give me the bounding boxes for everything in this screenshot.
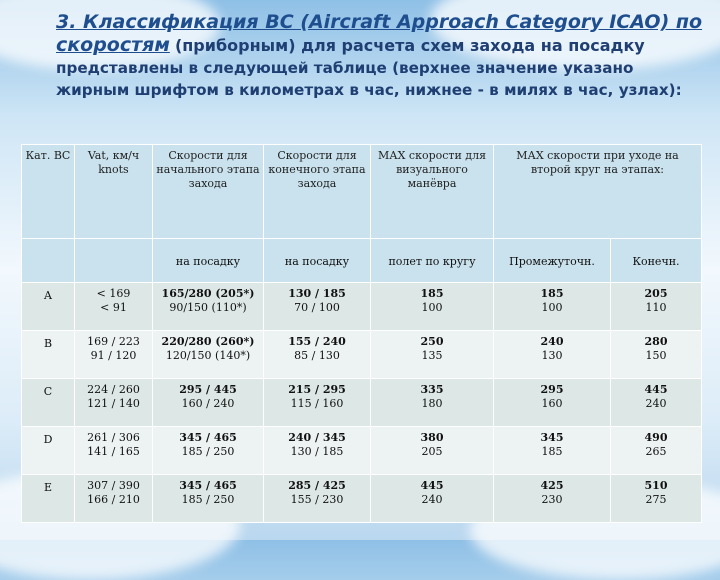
final-kmh: 240 / 345	[288, 431, 346, 444]
final-cell	[264, 475, 371, 523]
initial-cell	[153, 475, 264, 523]
final-missed-cell	[611, 427, 702, 475]
final-kmh: 155 / 240	[288, 335, 346, 348]
visual-cell	[371, 475, 494, 523]
intermediate-cell	[494, 283, 611, 331]
initial-knots: 120/150 (140*)	[165, 349, 251, 362]
initial-kmh: 220/280 (260*)	[161, 335, 255, 348]
final-knots: 115 / 160	[290, 397, 344, 410]
final-knots: 130 / 185	[290, 445, 344, 458]
vat-cell	[75, 427, 153, 475]
final-cell	[264, 427, 371, 475]
initial-knots: 185 / 250	[181, 493, 235, 506]
intermediate-knots: 185	[541, 445, 563, 458]
initial-cell	[153, 427, 264, 475]
intermediate-cell	[494, 379, 611, 427]
initial-kmh: 165/280 (205*)	[161, 287, 255, 300]
visual-cell	[371, 379, 494, 427]
initial-kmh: 345 / 465	[179, 479, 237, 492]
heading-line-2: представлены в следующей таблице (верхнее значение указано	[56, 59, 634, 77]
vat-kmh: < 169	[96, 287, 131, 300]
visual-kmh: 250	[420, 335, 444, 348]
initial-cell	[153, 283, 264, 331]
heading-title: 3. Классификация ВС (Aircraft Approach Category ICAO) по скоростям	[56, 11, 703, 56]
category-cell: A	[22, 283, 75, 331]
vat-cell	[75, 379, 153, 427]
visual-knots: 205	[421, 445, 443, 458]
heading-line-3: жирным шрифтом в километрах в час, нижнее - в милях в час, узлах):	[56, 81, 682, 99]
table-row	[22, 427, 702, 475]
initial-knots: 160 / 240	[181, 397, 235, 410]
intermediate-kmh: 345	[540, 431, 564, 444]
final-missed-knots: 240	[645, 397, 667, 410]
final-missed-cell	[611, 283, 702, 331]
final-kmh: 285 / 425	[288, 479, 346, 492]
vat-cell	[75, 331, 153, 379]
header-missed-approach: МАХ скорости при уходе на второй круг на этапах:	[494, 145, 702, 239]
final-cell	[264, 331, 371, 379]
visual-knots: 135	[421, 349, 443, 362]
final-knots: 155 / 230	[290, 493, 344, 506]
visual-knots: 180	[421, 397, 443, 410]
category-cell: D	[22, 427, 75, 475]
final-kmh: 215 / 295	[288, 383, 346, 396]
visual-cell	[371, 427, 494, 475]
vat-cell	[75, 475, 153, 523]
visual-kmh: 380	[420, 431, 444, 444]
table-row	[22, 331, 702, 379]
initial-knots: 185 / 250	[181, 445, 235, 458]
vat-knots: 91 / 120	[90, 349, 137, 362]
intermediate-cell	[494, 475, 611, 523]
vat-kmh: 169 / 223	[87, 335, 140, 348]
final-cell	[264, 283, 371, 331]
initial-cell	[153, 331, 264, 379]
initial-knots: 90/150 (110*)	[169, 301, 247, 314]
vat-knots: 166 / 210	[87, 493, 140, 506]
initial-cell	[153, 379, 264, 427]
final-knots: 85 / 130	[294, 349, 340, 362]
final-missed-cell	[611, 379, 702, 427]
final-missed-kmh: 205	[644, 287, 668, 300]
vat-knots: < 91	[100, 301, 127, 314]
final-missed-kmh: 490	[644, 431, 668, 444]
final-missed-knots: 150	[645, 349, 667, 362]
intermediate-kmh: 185	[540, 287, 564, 300]
vat-kmh: 224 / 260	[87, 383, 140, 396]
vat-knots: 121 / 140	[87, 397, 140, 410]
visual-kmh: 185	[420, 287, 444, 300]
header-vat: Vat, км/ч knots	[75, 145, 153, 239]
visual-knots: 100	[421, 301, 443, 314]
table-row	[22, 283, 702, 331]
vat-cell	[75, 283, 153, 331]
initial-kmh: 345 / 465	[179, 431, 237, 444]
visual-kmh: 335	[420, 383, 444, 396]
intermediate-kmh: 425	[540, 479, 564, 492]
table-row	[22, 379, 702, 427]
vat-kmh: 307 / 390	[87, 479, 140, 492]
subheader-intermediate: Промежуточн.	[494, 239, 611, 283]
final-missed-cell	[611, 475, 702, 523]
subheader-final-missed: Конечн.	[611, 239, 702, 283]
final-missed-kmh: 510	[644, 479, 668, 492]
header-visual-maneuver: МАХ скорости для визуального манёвра	[371, 145, 494, 239]
final-missed-kmh: 280	[644, 335, 668, 348]
intermediate-knots: 160	[541, 397, 563, 410]
visual-kmh: 445	[420, 479, 444, 492]
category-cell: E	[22, 475, 75, 523]
final-knots: 70 / 100	[294, 301, 340, 314]
approach-category-table	[21, 144, 702, 523]
final-missed-knots: 275	[645, 493, 667, 506]
category-cell: B	[22, 331, 75, 379]
subheader-empty	[75, 239, 153, 283]
final-kmh: 130 / 185	[288, 287, 346, 300]
final-missed-knots: 110	[645, 301, 667, 314]
table-row	[22, 475, 702, 523]
final-missed-knots: 265	[645, 445, 667, 458]
category-cell: C	[22, 379, 75, 427]
subheader-visual: полет по кругу	[371, 239, 494, 283]
intermediate-cell	[494, 331, 611, 379]
heading-title-rest: (приборным) для расчета схем захода на посадку	[174, 36, 645, 55]
intermediate-knots: 100	[541, 301, 563, 314]
visual-cell	[371, 331, 494, 379]
intermediate-knots: 230	[541, 493, 563, 506]
final-cell	[264, 379, 371, 427]
header-category: Кат. ВС	[22, 145, 75, 239]
subheader-initial: на посадку	[153, 239, 264, 283]
final-missed-kmh: 445	[644, 383, 668, 396]
subheader-empty	[22, 239, 75, 283]
vat-kmh: 261 / 306	[87, 431, 140, 444]
subheader-final: на посадку	[264, 239, 371, 283]
header-final-approach: Скорости для конечного этапа захода	[264, 145, 371, 239]
visual-knots: 240	[421, 493, 443, 506]
intermediate-cell	[494, 427, 611, 475]
page-heading	[56, 12, 706, 102]
intermediate-knots: 130	[541, 349, 563, 362]
final-missed-cell	[611, 331, 702, 379]
header-initial-approach: Скорости для начального этапа захода	[153, 145, 264, 239]
visual-cell	[371, 283, 494, 331]
intermediate-kmh: 240	[540, 335, 564, 348]
vat-knots: 141 / 165	[87, 445, 140, 458]
intermediate-kmh: 295	[540, 383, 564, 396]
initial-kmh: 295 / 445	[179, 383, 237, 396]
